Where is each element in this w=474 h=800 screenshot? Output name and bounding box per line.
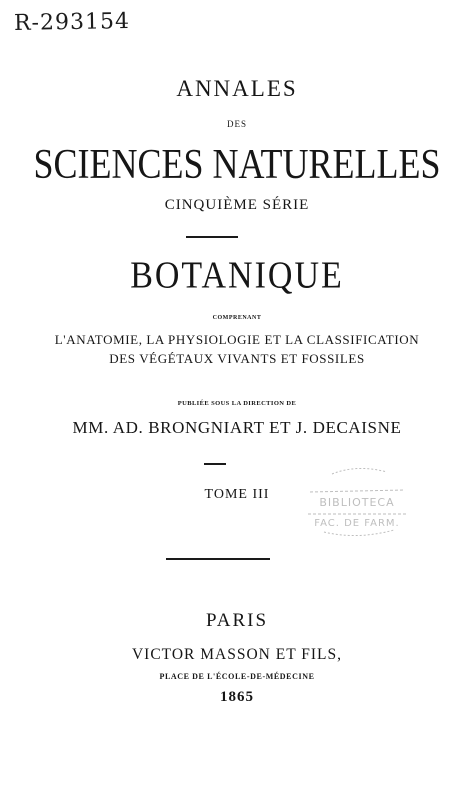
series-number: CINQUIÈME SÉRIE (164, 197, 310, 213)
comprenant-label: COMPRENANT (212, 315, 262, 321)
divider-rule-long (166, 558, 270, 560)
volume-label: TOME III (204, 487, 270, 502)
publication-year: 1865 (220, 689, 254, 705)
publisher: VICTOR MASSON ET FILS, (131, 646, 343, 663)
section-title: BOTANIQUE (130, 255, 344, 297)
library-stamp (302, 462, 412, 542)
publisher-address: PLACE DE L'ÉCOLE-DE-MÉDECINE (159, 672, 315, 681)
stamp-top-text: BIBLIOTECA (319, 496, 395, 509)
series-title: ANNALES (176, 76, 298, 101)
stamp-bottom-text: FAC. DE FARM. (314, 518, 400, 529)
divider-rule (186, 236, 238, 238)
divider-rule (204, 463, 226, 465)
direction-label: PUBLIÉE SOUS LA DIRECTION DE (177, 400, 297, 407)
scope-line-1: L'ANATOMIE, LA PHYSIOLOGIE ET LA CLASSIFICATION (54, 332, 420, 347)
handwritten-shelfmark: R-293154 (13, 8, 131, 37)
journal-title: SCIENCES NATURELLES (33, 140, 441, 188)
des-word: DES (226, 119, 247, 129)
scope-line-2: DES VÉGÉTAUX VIVANTS ET FOSSILES (109, 351, 365, 366)
city: PARIS (205, 610, 269, 631)
editors-line: MM. AD. BRONGNIART ET J. DECAISNE (72, 418, 402, 437)
